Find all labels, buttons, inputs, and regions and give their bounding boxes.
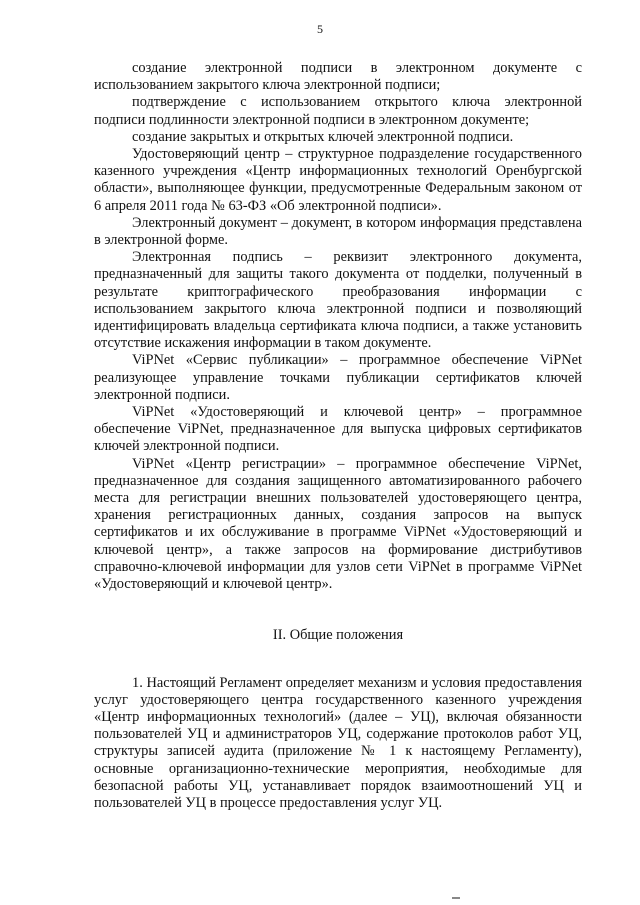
paragraph-signature-verification: подтверждение с использованием открытого ключа электронной подписи подлинности электронной подписи в электронном документе;	[94, 94, 582, 128]
paragraph-definition-key-center: ViPNet «Удостоверяющий и ключевой центр» – программное обеспечение ViPNet, предназначенное для выпуска цифровых сертификатов ключей электронной подписи.	[94, 404, 582, 455]
page-number: 5	[317, 22, 323, 36]
paragraph-key-creation: создание закрытых и открытых ключей электронной подписи.	[132, 128, 514, 145]
paragraph-definition-electronic-signature: Электронная подпись – реквизит электронного документа, предназначенный для защиты такого документа от подделки, полученный в результате криптографического преобразования информации с использованием закрытого ключа электронной подписи и позволяющий идентифицировать владельца сертификата ключа подписи, а также установить отсутствие искажения информации в таком документе.	[94, 249, 582, 352]
paragraph-definition-certification-center: Удостоверяющий центр – структурное подразделение государственного казенного учреждения «Центр информационных технологий Оренбургской области», выполняющее функции, предусмотренные Федеральным законом от 6 апреля 2011 года № 63-ФЗ «Об электронной подписи».	[94, 146, 582, 214]
paragraph-signature-creation: создание электронной подписи в электронном документе с использованием закрытого ключа электронной подписи;	[94, 60, 582, 94]
paragraph-definition-publication-service: ViPNet «Сервис публикации» – программное обеспечение ViPNet реализующее управление точками публикации сертификатов ключей электронной подписи.	[94, 352, 582, 403]
document-body	[94, 60, 582, 812]
page-edge-mark	[452, 897, 460, 899]
paragraph-definition-electronic-document: Электронный документ – документ, в котором информация представлена в электронной форме.	[94, 214, 582, 249]
paragraph-definition-registration-center: ViPNet «Центр регистрации» – программное обеспечение ViPNet, предназначенное для создания защищенного автоматизированного рабочего места для регистрации внешних пользователей удостоверяющего центра, хранения регистрационных данных, создания запросов на выпуск сертификатов и их обслуживание в программе ViPNet «Удостоверяющий и ключевой центр», а также запросов на формирование дистрибутивов справочно-ключевой информации для узлов сети ViPNet в программе ViPNet «Удостоверяющий и ключевой центр».	[94, 455, 582, 593]
paragraph-general-provisions-1: 1. Настоящий Регламент определяет механизм и условия предоставления услуг удостоверяющего центра государственного казенного учреждения «Центр информационных технологий» (далее – УЦ), включая обязанности пользователей УЦ и администраторов УЦ, содержание протоколов работ УЦ, структуры записей аудита (приложение № 1 к настоящему Регламенту), основные организационно-технические мероприятия, необходимые для безопасной работы УЦ, устанавливает порядок взаимоотношений УЦ и пользователей УЦ в процессе предоставления услуг УЦ.	[94, 674, 582, 811]
section-heading: II. Общие положения	[272, 627, 404, 644]
